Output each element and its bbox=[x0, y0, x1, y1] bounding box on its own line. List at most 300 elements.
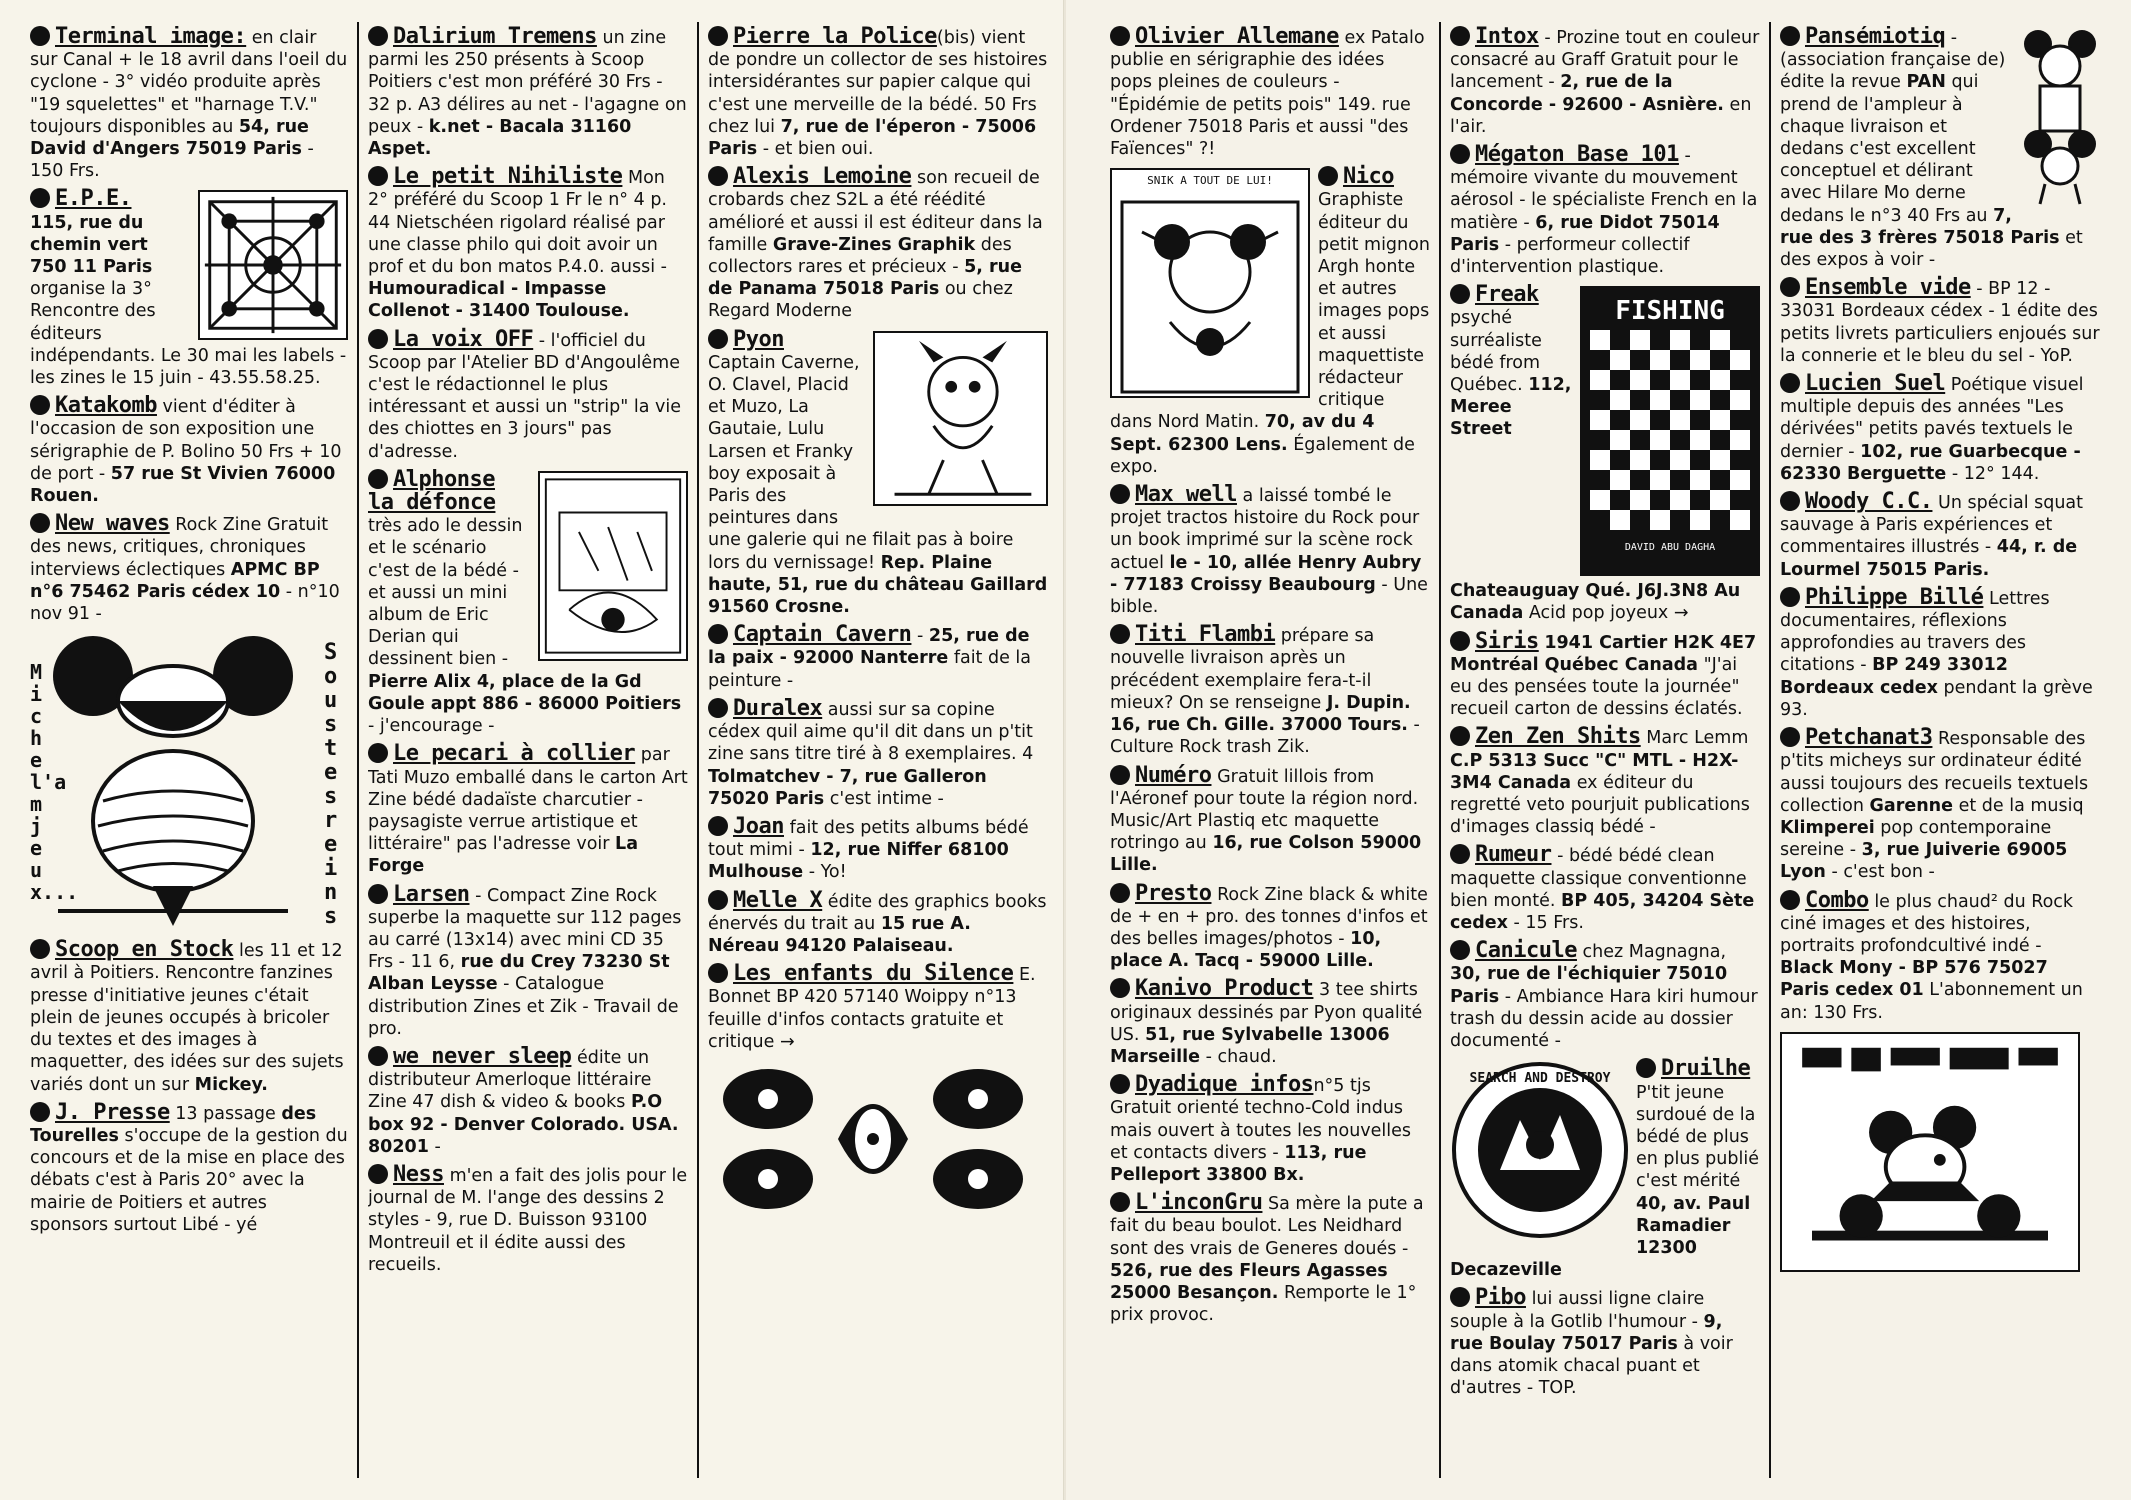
entry-address: J. Dupin. 16, rue Ch. Gille. 37000 Tours. bbox=[1110, 692, 1411, 736]
entry-body: tjs Gratuit orienté techno-Cold indus mais ouvert à toutes les nouvelles et contacts divers - bbox=[1110, 1076, 1412, 1163]
entry-body: Rock Zine black & white de + en + pro. des tonnes d'infos et des belles images/photos - bbox=[1110, 884, 1428, 949]
listing-entry bbox=[30, 188, 348, 389]
entry-title: Pansémiotiq bbox=[1805, 26, 1946, 49]
listing-entry bbox=[1780, 26, 2100, 271]
entry-body: aussi sur sa copine cédex quil aime qu'il dit dans un p'tit zine sans titre tiré à 8 exemplaires. 4 bbox=[708, 699, 1034, 765]
entry-title: Le pecari à collier bbox=[393, 741, 636, 767]
entry-body: vient de pondre un collector de ses histoires intersidérantes sur papier calque qui c'est une merveille de la bédé. 50 Frs chez lui bbox=[708, 28, 1048, 137]
entry-tail: c'est intime - bbox=[829, 788, 944, 809]
entry-address: des Tourelles bbox=[30, 1103, 317, 1146]
entry-title: Les enfants du Silence bbox=[733, 961, 1014, 987]
bullet-icon bbox=[708, 166, 728, 186]
entry-address: 112, Meree Street Chateauguay Qué. J6J.3N8 Au Canada bbox=[1450, 375, 1741, 624]
entry-title: Duralex bbox=[733, 695, 823, 721]
entry-tail: à voir dans atomik chacal puant et d'autres - TOP. bbox=[1450, 1333, 1733, 1399]
entry-body: - bbox=[917, 626, 924, 647]
entry-body: - Compact Zine Rock superbe la maquette sur 112 pages au carré (13x14) avec mini CD 35 Frs - 11 6, bbox=[368, 885, 682, 973]
entry-title: Presto bbox=[1135, 880, 1212, 906]
entry-title: Petchanat3 bbox=[1805, 725, 1933, 751]
entry-body: les 11 et 12 avril à Poitiers. Rencontre fanzines presse d'initiative jeunes c'était plein de jeunes occupés à bricoler du textes et des images à maquetter, des idées sur des sujets variés dont un sur bbox=[30, 941, 344, 1095]
entry-address: 7, rue des 3 frères 75018 Paris bbox=[1780, 205, 2060, 248]
entry-address: 2, rue de la Concorde - 92600 - Asnière. bbox=[1450, 72, 1724, 115]
pixel-mickey-art bbox=[1780, 1032, 2080, 1272]
listing-entry bbox=[30, 26, 348, 182]
listing-entry bbox=[1110, 26, 1430, 160]
listing-entry bbox=[30, 939, 348, 1095]
listing-entry bbox=[1780, 277, 2100, 367]
search-destroy-art bbox=[1450, 1060, 1630, 1240]
entry-address: 30, rue de l'échiquier 75010 Paris bbox=[1450, 964, 1728, 1007]
bullet-icon bbox=[1450, 144, 1470, 164]
entry-address: 9, rue Boulay 75017 Paris bbox=[1450, 1311, 1723, 1354]
entry-title: Ness bbox=[393, 1161, 444, 1187]
entry-address: 10, place A. Tacq - 59000 Lille. bbox=[1110, 928, 1382, 972]
entry-title: Canicule bbox=[1475, 938, 1577, 964]
entry-title: Larsen bbox=[393, 881, 470, 907]
entry-body: P'tit jeune surdoué de la bédé de plus en plus publié c'est mérité bbox=[1636, 1082, 1759, 1192]
nico-drawing-icon bbox=[1112, 192, 1308, 402]
entry-address: 12, rue Niffer 68100 Mulhouse bbox=[708, 840, 1009, 883]
listing-entry bbox=[30, 513, 348, 625]
entry-title: Rumeur bbox=[1475, 842, 1552, 868]
entry-tail: Remporte le 1° prix provoc. bbox=[1110, 1282, 1417, 1326]
entry-tail: pop contemporaine sereine - bbox=[1780, 817, 2052, 861]
left-column-2 bbox=[368, 26, 688, 1474]
listing-entry bbox=[708, 326, 1048, 619]
bullet-icon bbox=[1110, 1192, 1130, 1212]
listing-entry bbox=[30, 395, 348, 507]
entry-title: New waves bbox=[55, 511, 170, 537]
entry-address: 15 rue A. Néreau 94120 Palaiseau. bbox=[708, 913, 971, 956]
entry-title: we never sleep bbox=[393, 1043, 572, 1069]
entry-tail: - Ambiance Hara kiri humour trash du dessin acide au dossier documenté - bbox=[1450, 986, 1758, 1052]
entry-address: BP 249 33012 Bordeaux cedex bbox=[1780, 655, 2008, 698]
alphonse-comic-art bbox=[538, 471, 688, 661]
entry-body: Rock Zine Gratuit des news, critiques, chroniques interviews éclectiques bbox=[30, 515, 329, 580]
entry-title: Terminal image: bbox=[55, 26, 247, 49]
bullet-icon bbox=[368, 26, 388, 46]
column-rule bbox=[1439, 22, 1441, 1478]
entry-body: vient d'éditer à l'occasion de son exposition une sérigraphie de P. Bolino 50 Frs + 10 de port - bbox=[30, 397, 342, 484]
entry-tail: - 1 édite des petits livrets particuliers enjoués sur la connerie et le bleu du sel - YoP. bbox=[1780, 301, 2100, 366]
listing-entry bbox=[1450, 144, 1760, 278]
checkerboard-icon bbox=[1590, 330, 1750, 530]
bullet-icon bbox=[1450, 940, 1470, 960]
listing-entry bbox=[1450, 940, 1760, 1052]
bullet-icon bbox=[1780, 491, 1800, 511]
nico-art-caption: SNIK A TOUT DE LUI! bbox=[1147, 174, 1273, 188]
bullet-icon bbox=[708, 329, 728, 349]
listing-entry bbox=[368, 881, 688, 1040]
entry-body: - Prozine tout en couleur consacré au Graff Gratuit pour le lancement - bbox=[1450, 28, 1760, 93]
bullet-icon bbox=[1450, 631, 1470, 651]
bullet-icon bbox=[368, 884, 388, 904]
listing-entry bbox=[1110, 624, 1430, 758]
entry-body: - (association française de) édite la revue bbox=[1780, 28, 2006, 93]
bullet-icon bbox=[1318, 166, 1338, 186]
entry-address: Klimperei bbox=[1780, 817, 1875, 838]
entry-address: rue du Crey 73230 St Alban Leysse bbox=[368, 952, 670, 995]
mickey-illustration bbox=[30, 631, 348, 931]
kaleidoscope-art bbox=[198, 190, 348, 340]
listing-entry bbox=[368, 743, 688, 877]
entry-address: La Forge bbox=[368, 834, 639, 877]
bullet-icon bbox=[1110, 883, 1130, 903]
entry-body: Marc Lemm bbox=[1646, 728, 1749, 749]
listing-entry bbox=[708, 624, 1048, 692]
entry-address: C.P 5313 Succ "C" MTL - H2X-3M4 Canada bbox=[1450, 750, 1739, 793]
entry-title: Titi Flambi bbox=[1135, 622, 1276, 648]
entry-tail: - c'est bon - bbox=[1831, 862, 1935, 883]
entry-body: 3 tee shirts originaux dessinés par Pyon qualité US. bbox=[1110, 980, 1423, 1045]
bullet-icon bbox=[368, 743, 388, 763]
entry-title: Druilhe bbox=[1661, 1056, 1751, 1082]
listing-entry bbox=[1450, 284, 1760, 624]
bullet-icon bbox=[368, 1164, 388, 1184]
entry-title: La voix OFF bbox=[393, 326, 534, 352]
entry-body: édite des graphics books énervés du trait au bbox=[708, 891, 1047, 934]
entry-address: P.O box 92 - Denver Colorado. USA. 80201 bbox=[368, 1092, 679, 1157]
entry-address: 40, av. Paul Ramadier 12300 Decazeville bbox=[1450, 1193, 1751, 1281]
entry-body: fait des petits albums bédé tout mimi - bbox=[708, 817, 1029, 861]
entry-address: 3, rue Juiverie 69005 Lyon bbox=[1780, 840, 2068, 883]
right-page bbox=[1066, 0, 2131, 1500]
entry-body: prépare sa nouvelle livraison après un précédent exemplaire fera-t-il mieux? On se renseigne bbox=[1110, 626, 1375, 713]
listing-entry bbox=[1450, 628, 1760, 721]
listing-entry bbox=[708, 813, 1048, 884]
bullet-icon bbox=[1780, 727, 1800, 747]
listing-entry bbox=[1110, 978, 1430, 1068]
entry-tail: fait de la peinture - bbox=[708, 648, 1032, 691]
entry-title: Pierre la Police bbox=[733, 26, 937, 49]
entry-title: Kanivo Product bbox=[1135, 976, 1314, 1002]
entry-title: Joan bbox=[733, 813, 784, 839]
entry-body: lui aussi ligne claire souple à la Gotlib l'humour - bbox=[1450, 1289, 1705, 1332]
entry-address: 70, av du 4 Sept. 62300 Lens. bbox=[1110, 412, 1375, 455]
listing-entry bbox=[1450, 844, 1760, 934]
listing-entry bbox=[1780, 373, 2100, 485]
entry-title: Captain Cavern bbox=[733, 622, 912, 648]
entry-tail: Acid pop joyeux → bbox=[1528, 603, 1689, 624]
right-column-1 bbox=[1110, 26, 1430, 1474]
bullet-icon bbox=[1110, 484, 1130, 504]
bullet-icon bbox=[30, 188, 50, 208]
listing-entry bbox=[1780, 584, 2100, 721]
entry-address: 44, r. de Lourmel 75015 Paris. bbox=[1780, 537, 2078, 580]
entry-title: Numéro bbox=[1135, 762, 1212, 788]
entry-title: Pibo bbox=[1475, 1285, 1526, 1311]
entry-tail: - n°10 nov 91 - bbox=[30, 581, 340, 625]
listing-entry bbox=[708, 26, 1048, 160]
entry-title: E.P.E. bbox=[55, 186, 132, 212]
column-rule bbox=[1769, 22, 1771, 1478]
entry-address: 526, rue des Fleurs Agasses 25000 Besançon. bbox=[1110, 1260, 1388, 1303]
entry-tail: s'occupe de la gestion du concours et de la mise en place des débats c'est à Paris 20° avec la mairie de Poitiers et autres sponsors surtout Libé - yé bbox=[30, 1125, 348, 1235]
mirrored-mickey-art bbox=[708, 1059, 1038, 1219]
listing-entry bbox=[1110, 484, 1430, 618]
entry-address: APMC BP n°6 75462 Paris cédex 10 bbox=[30, 559, 320, 602]
entry-tail: en l'air. bbox=[1450, 94, 1752, 137]
entry-tail: - chaud. bbox=[1205, 1046, 1277, 1067]
entry-address: 1941 Cartier H2K 4E7 Montréal Québec Canada bbox=[1450, 632, 1757, 675]
entry-title: L'inconGru bbox=[1135, 1190, 1263, 1216]
listing-entry bbox=[368, 166, 688, 322]
bullet-icon bbox=[1636, 1058, 1656, 1078]
entry-address: Mickey. bbox=[194, 1074, 268, 1095]
bullet-icon bbox=[1450, 26, 1470, 46]
entry-address: k.net - Bacala 31160 Aspet. bbox=[368, 116, 632, 160]
entry-tail: organise la 3° Rencontre des éditeurs indépendants. Le 30 mai les labels - les zines le 15 juin - 43.55.58.25. bbox=[30, 279, 347, 389]
entry-body: Sa mère la pute a fait du beau boulot. Les Neidhard sont des vrais de Generes doués - bbox=[1110, 1194, 1424, 1259]
entry-title: Philippe Billé bbox=[1805, 584, 1984, 610]
right-column-3 bbox=[1780, 26, 2100, 1474]
listing-entry bbox=[708, 695, 1048, 810]
entry-address: Rep. Plaine haute, 51, rue du château Gaillard 91560 Crosne. bbox=[708, 552, 1048, 618]
search-destroy-label: SEARCH AND DESTROY bbox=[1469, 1071, 1611, 1087]
entry-tail: - 12° 144. bbox=[1951, 463, 2040, 484]
entry-tail: - j'encourage - bbox=[368, 716, 495, 737]
entry-title: Le petit Nihiliste bbox=[393, 164, 623, 190]
listing-entry bbox=[708, 887, 1048, 958]
nico-comic-art bbox=[1110, 168, 1310, 398]
listing-entry bbox=[708, 963, 1048, 1053]
bullet-icon bbox=[1450, 844, 1470, 864]
listing-entry bbox=[1450, 26, 1760, 138]
entry-body: 13 passage bbox=[175, 1103, 276, 1124]
bullet-icon bbox=[1450, 284, 1470, 304]
bullet-icon bbox=[1780, 373, 1800, 393]
listing-entry bbox=[368, 326, 688, 463]
entry-address: 25, rue de la paix - 92000 Nanterre bbox=[708, 626, 1030, 669]
listing-entry bbox=[1110, 1192, 1430, 1326]
entry-body: chez Magnagna, bbox=[1582, 942, 1727, 963]
entry-body: en clair sur Canal + le 18 avril dans l'oeil du cyclone - 3° vidéo produite après "19 squelettes" et "harnage T.V." toujours disponibles au bbox=[30, 28, 348, 137]
entry-address: 102, rue Guarbecque - 62330 Berguette bbox=[1780, 441, 2081, 484]
bullet-icon bbox=[1110, 1074, 1130, 1094]
pyon-comic-art bbox=[873, 331, 1048, 506]
fishing-art-heading: FISHING bbox=[1615, 296, 1725, 327]
mickey-drawing-icon bbox=[48, 631, 298, 931]
entry-title: Max well bbox=[1135, 482, 1237, 508]
bullet-icon bbox=[368, 329, 388, 349]
entry-title: Nico bbox=[1343, 164, 1394, 190]
entry-tail: - 15 Frs. bbox=[1513, 913, 1584, 934]
entry-body: Gratuit lillois from l'Aéronef pour toute la région nord. Music/Art Plastiq etc maquette rotringo au bbox=[1110, 766, 1419, 854]
entry-tail: pendant la grève 93. bbox=[1780, 677, 2093, 720]
entry-tail: et des expos à voir - bbox=[1780, 227, 2083, 271]
left-column-1 bbox=[30, 26, 348, 1474]
entry-tail: L'abonnement un an: 130 Frs. bbox=[1780, 980, 2083, 1023]
entry-body: E. Bonnet BP 420 57140 Woippy n°13 feuille d'infos contacts gratuite et critique bbox=[708, 965, 1036, 1052]
entry-title: Mégaton Base 101 bbox=[1475, 142, 1679, 168]
entry-title: Dyadique infos bbox=[1135, 1072, 1314, 1098]
entry-title: Alexis Lemoine bbox=[733, 164, 912, 190]
fishing-art bbox=[1580, 286, 1760, 576]
entry-tail: - bbox=[434, 1136, 441, 1157]
entry-body: - l'officiel du Scoop par l'Atelier BD d'Angoulême c'est le rédactionnel le plus intéressant et aussi un "strip" la vie des chiottes en 3 jours" pas d'adresse. bbox=[368, 330, 681, 462]
entry-body: - bédé bédé clean maquette classique conventionne bien monté. bbox=[1450, 846, 1747, 911]
listing-entry bbox=[1450, 1058, 1760, 1281]
entry-address: 54, rue David d'Angers 75019 Paris bbox=[30, 116, 309, 160]
entry-tail: - Catalogue distribution Zines et Zik - Travail de pro. bbox=[368, 974, 679, 1039]
bullet-icon bbox=[1110, 978, 1130, 998]
bullet-icon bbox=[1450, 726, 1470, 746]
fishing-art-credit: DAVID ABU DAGHA bbox=[1624, 541, 1716, 553]
entry-tail: - Culture Rock trash Zik. bbox=[1110, 715, 1420, 758]
bullet-icon bbox=[1780, 26, 1800, 46]
entry-body: Captain Caverne, O. Clavel, Placid et Muzo, La Gautaie, Lulu Larsen et Franky boy exposait à Paris des peintures dans une galerie qui ne filait pas à boire lors du vernissage! bbox=[708, 352, 1014, 573]
entry-tail: des collectors rares et précieux - bbox=[708, 234, 1012, 278]
entry-tail: "J'ai eu des pensées toute la journée" recueil carton de dessins éclatés. bbox=[1450, 654, 1743, 720]
entry-title: J. Presse bbox=[55, 1099, 170, 1125]
listing-entry bbox=[1110, 1074, 1430, 1186]
entry-tail: Également de expo. bbox=[1110, 434, 1415, 477]
bullet-icon bbox=[30, 26, 50, 46]
listing-entry bbox=[708, 166, 1048, 322]
entry-title: Melle X bbox=[733, 887, 823, 913]
entry-title: Zen Zen Shits bbox=[1475, 724, 1641, 750]
listing-entry bbox=[368, 466, 688, 737]
entry-body: - mémoire vivante du mouvement aérosol - le spécialiste French en la matière - bbox=[1450, 146, 1758, 233]
entry-tail: - 150 Frs. bbox=[30, 139, 314, 182]
entry-address: 51, rue Sylvabelle 13006 Marseille bbox=[1110, 1024, 1390, 1067]
entry-body: a laissé tombé le projet tractos histoire du Rock pour un book imprimé sur la scène rock actuel bbox=[1110, 486, 1420, 573]
entry-address: Black Mony - BP 576 75027 Paris cedex 01 bbox=[1780, 958, 2048, 1001]
entry-body: un zine parmi les 250 présents à Scoop Poitiers c'est mon préféré 30 Frs - 32 p. A3 délires au net - l'agagne on peux - bbox=[368, 28, 687, 137]
entry-tail: → bbox=[779, 1031, 795, 1052]
entry-title: Katakomb bbox=[55, 393, 157, 419]
bullet-icon bbox=[1780, 277, 1800, 297]
entry-title: Olivier Allemane bbox=[1135, 26, 1339, 49]
entry-address: Tolmatchev - 7, rue Galleron 75020 Paris bbox=[708, 766, 987, 809]
entry-address: 115, rue du chemin vert 750 11 Paris bbox=[30, 212, 153, 278]
bullet-icon bbox=[30, 939, 50, 959]
bullet-icon bbox=[708, 890, 728, 910]
bullet-icon bbox=[1110, 765, 1130, 785]
entry-tail: - Une bible. bbox=[1110, 574, 1428, 618]
listing-entry bbox=[1110, 880, 1430, 973]
entry-address: 5, rue de Panama 75018 Paris bbox=[708, 257, 1022, 300]
bullet-icon bbox=[30, 513, 50, 533]
entry-title: Lucien Suel bbox=[1805, 371, 1946, 397]
entry-body: très ado le dessin et le scénario c'est de la bédé - et aussi un mini album de Eric Derian qui dessinent bien - bbox=[368, 516, 523, 670]
listing-entry bbox=[1110, 762, 1430, 877]
bullet-icon bbox=[1110, 26, 1130, 46]
entry-title: Ensemble vide bbox=[1805, 275, 1971, 301]
entry-body: édite un distributeur Amerloque littéraire Zine 47 dish & video & books bbox=[368, 1047, 652, 1113]
entry-address: 16, rue Colson 59000 Lille. bbox=[1110, 833, 1422, 876]
bullet-icon bbox=[708, 698, 728, 718]
entry-tail: - performeur collectif d'intervention plastique. bbox=[1450, 234, 1690, 278]
mickey-figure-icon bbox=[2020, 26, 2100, 206]
entry-title: Freak bbox=[1475, 282, 1539, 308]
bullet-icon bbox=[1110, 624, 1130, 644]
bullet-icon bbox=[368, 166, 388, 186]
entry-body: son recueil de crobards chez S2L a été réédité amélioré et aussi il est éditeur dans la famille bbox=[708, 168, 1043, 255]
bullet-icon bbox=[1780, 587, 1800, 607]
bullet-icon bbox=[708, 624, 728, 644]
entry-body: Responsable des p'tits micheys sur ordinateur édité aussi toujours des recueils textuels collection bbox=[1780, 729, 2089, 816]
listing-entry bbox=[1450, 1287, 1760, 1399]
entry-address: 57 rue St Vivien 76000 Rouen. bbox=[30, 463, 336, 507]
entry-address: Humouradical - Impasse Collenot - 31400 Toulouse. bbox=[368, 279, 630, 322]
left-page bbox=[0, 0, 1065, 1500]
entry-body: Un spécial squat sauvage à Paris expériences et commentaires illustrés - bbox=[1780, 493, 2084, 558]
entry-body: Poétique visuel multiple depuis des années "Les dérivées" petits pavés textuels le dernier - bbox=[1780, 375, 2084, 462]
entry-tail: - et bien oui. bbox=[762, 139, 874, 160]
entry-title: Intox bbox=[1475, 26, 1539, 49]
entry-address: Pierre Alix 4, place de la Gd Goule appt 886 - 86000 Poitiers bbox=[368, 671, 682, 714]
entry-tail: - Yo! bbox=[808, 862, 847, 883]
entry-body: par Tati Muzo emballé dans le carton Art Zine bédé dadaïste charcutier - paysagiste verrue artistique et littéraire" pas l'adresse voir bbox=[368, 745, 688, 855]
listing-entry bbox=[1780, 727, 2100, 883]
entry-title: Woody C.C. bbox=[1805, 489, 1933, 515]
entry-body: Mon 2° préféré du Scoop 1 Fr le n° 4 p. 44 Nietschéen rigolard réalisé par une classe philo qui doit avoir un prof et du bon matos P.4.0. aussi - bbox=[368, 168, 667, 278]
entry-body: ex Patalo publie en sérigraphie des idées pops pleines de couleurs - "Épidémie de petits pois" 149. rue Ordener 75018 Paris et aussi "des Faïences" ?! bbox=[1110, 28, 1425, 160]
bullet-icon bbox=[708, 26, 728, 46]
entry-tail: qui prend de l'ampleur à chaque livraison et dedans c'est excellent conceptuel et délirant avec Hilare Mo derne dedans le n°3 40 Frs au bbox=[1780, 72, 1988, 226]
entry-title: Scoop en Stock bbox=[55, 937, 234, 963]
bullet-icon bbox=[1450, 1287, 1470, 1307]
bullet-icon bbox=[708, 816, 728, 836]
entry-title: Pyon bbox=[733, 326, 784, 352]
entry-address: BP 405, 34204 Sète cedex bbox=[1450, 890, 1755, 934]
entry-address: Grave-Zines Graphik bbox=[772, 234, 976, 255]
listing-entry bbox=[30, 1099, 348, 1236]
listing-entry bbox=[1110, 166, 1430, 478]
left-column-3 bbox=[708, 26, 1048, 1474]
entry-title: Dalirium Tremens bbox=[393, 26, 597, 49]
bullet-icon bbox=[368, 1046, 388, 1066]
listing-entry bbox=[1780, 887, 2100, 1024]
entry-title-suffix: n°5 bbox=[1313, 1076, 1345, 1097]
entry-title-suffix: (bis) bbox=[936, 28, 976, 48]
entry-address: 7, rue de l'éperon - 75006 Paris bbox=[708, 116, 1037, 160]
bullet-icon bbox=[368, 469, 388, 489]
entry-body: Graphiste éditeur du petit mignon Argh honte et autres images pops et aussi maquettiste rédacteur critique dans Nord Matin. bbox=[1110, 190, 1430, 433]
entry-tail: ou chez Regard Moderne bbox=[708, 279, 1013, 322]
vertical-caption-left: Miche l'amjeux... bbox=[30, 660, 79, 905]
bullet-icon bbox=[30, 1102, 50, 1122]
entry-title: Combo bbox=[1805, 887, 1869, 913]
column-rule bbox=[357, 22, 359, 1478]
entry-body: m'en a fait des jolis pour le journal de M. l'ange des dessins 2 styles - 9, rue D. Buisson 93100 Montreuil et il édite aussi des recueils. bbox=[368, 1165, 688, 1275]
entry-address: 6, rue Didot 75014 Paris bbox=[1450, 212, 1720, 255]
entry-address: le - 10, allée Henry Aubry - 77183 Croissy Beaubourg bbox=[1110, 552, 1422, 595]
listing-entry bbox=[1450, 726, 1760, 838]
entry-title: Alphonse la défonce bbox=[368, 466, 496, 516]
listing-entry bbox=[368, 1161, 688, 1276]
listing-entry bbox=[1780, 491, 2100, 581]
listing-entry bbox=[368, 26, 688, 160]
entry-tail: ex éditeur du regretté veto pourjuit publications d'images classiq bédé - bbox=[1450, 772, 1750, 838]
bullet-icon bbox=[30, 395, 50, 415]
entry-address: 113, rue Pelleport 33800 Bx. bbox=[1110, 1142, 1367, 1185]
right-column-2 bbox=[1450, 26, 1760, 1474]
bullet-icon bbox=[1780, 890, 1800, 910]
entry-body: Lettres documentaires, réflexions approfondies au travers des citations - bbox=[1780, 588, 2050, 676]
bullet-icon bbox=[708, 963, 728, 983]
entry-body: le plus chaud² du Rock ciné images et des histoires, portraits profondcultivé indé - bbox=[1780, 891, 2074, 956]
column-rule bbox=[697, 22, 699, 1478]
entry-body: - BP 12 - 33031 Bordeaux cédex bbox=[1780, 279, 2051, 322]
entry-address: PAN bbox=[1906, 72, 1946, 93]
entry-address: Garenne bbox=[1869, 795, 1954, 816]
vertical-caption-right: Sous tes reins bbox=[324, 640, 338, 930]
listing-entry bbox=[368, 1043, 688, 1158]
entry-tail: et de la musiq bbox=[1958, 795, 2084, 816]
entry-title: Siris bbox=[1475, 628, 1539, 654]
